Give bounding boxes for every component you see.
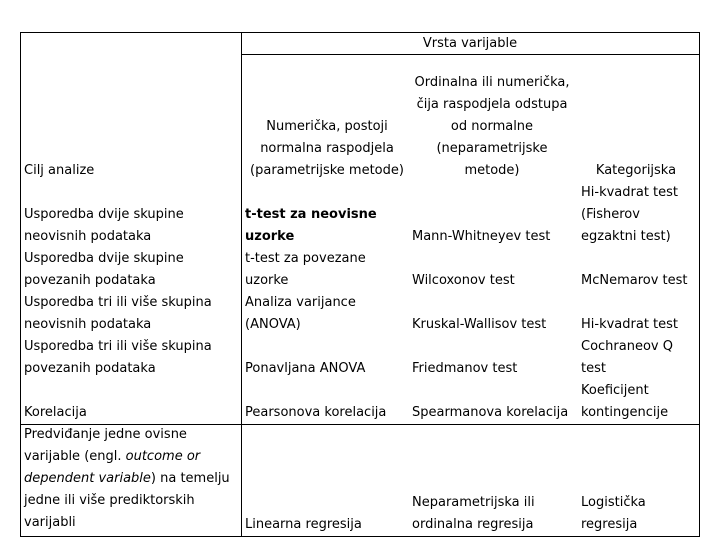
nonparam-wilcoxon: Wilcoxonov test xyxy=(412,273,515,288)
header-ordinal-nonnormal: Ordinalna ili numerička, čija raspodjela odstupa od normalne (neparametrijske metode) xyxy=(414,75,570,178)
goal-three-paired: Usporedba tri ili više skupina povezanih podataka xyxy=(24,339,212,376)
nonparam-kruskal-wallis: Kruskal-Wallisov test xyxy=(412,317,547,332)
analysis-methods-table xyxy=(20,32,700,537)
nonparam-friedman: Friedmanov test xyxy=(412,361,518,376)
column-divider-line xyxy=(241,33,242,536)
header-categorical: Kategorijska xyxy=(595,163,677,178)
cat-mcnemar: McNemarov test xyxy=(581,273,688,288)
cat-chi-square-fisher: Hi-kvadrat test (Fisherov egzaktni test) xyxy=(581,185,679,244)
goal-prediction: Predviđanje jedne ovisne varijable (engl. outcome or dependent variable) na temelju jedne ili više prediktorskih varijabli xyxy=(24,427,230,530)
cat-logistic-regression: Logistička regresija xyxy=(581,495,646,532)
nonparam-regression: Neparametrijska ili ordinalna regresija xyxy=(412,495,535,532)
cat-cochran-q: Cochraneov Q test xyxy=(581,339,673,376)
cat-contingency-coefficient: Koeficijent kontingencije xyxy=(581,383,669,420)
header-analysis-goal: Cilj analize xyxy=(24,163,95,178)
param-ttest-independent: t-test za neovisne uzorke xyxy=(245,207,377,244)
nonparam-spearman: Spearmanova korelacija xyxy=(412,405,569,420)
goal-three-independent: Usporedba tri ili više skupina neovisnih podataka xyxy=(24,295,212,332)
goal-two-independent: Usporedba dvije skupine neovisnih podataka xyxy=(24,207,184,244)
nonparam-mann-whitney: Mann-Whitneyev test xyxy=(412,229,551,244)
param-ttest-paired: t-test za povezane uzorke xyxy=(245,251,366,288)
header-variable-type: Vrsta varijable xyxy=(422,36,518,51)
param-linear-regression: Linearna regresija xyxy=(245,517,362,532)
cat-chi-square: Hi-kvadrat test xyxy=(581,317,679,332)
param-repeated-anova: Ponavljana ANOVA xyxy=(245,361,366,376)
goal-two-paired: Usporedba dvije skupine povezanih podataka xyxy=(24,251,184,288)
goal-correlation: Korelacija xyxy=(24,405,87,420)
param-anova: Analiza varijance (ANOVA) xyxy=(245,295,356,332)
param-pearson: Pearsonova korelacija xyxy=(245,405,387,420)
header-numeric-normal: Numerička, postoji normalna raspodjela (parametrijske metode) xyxy=(250,119,404,178)
